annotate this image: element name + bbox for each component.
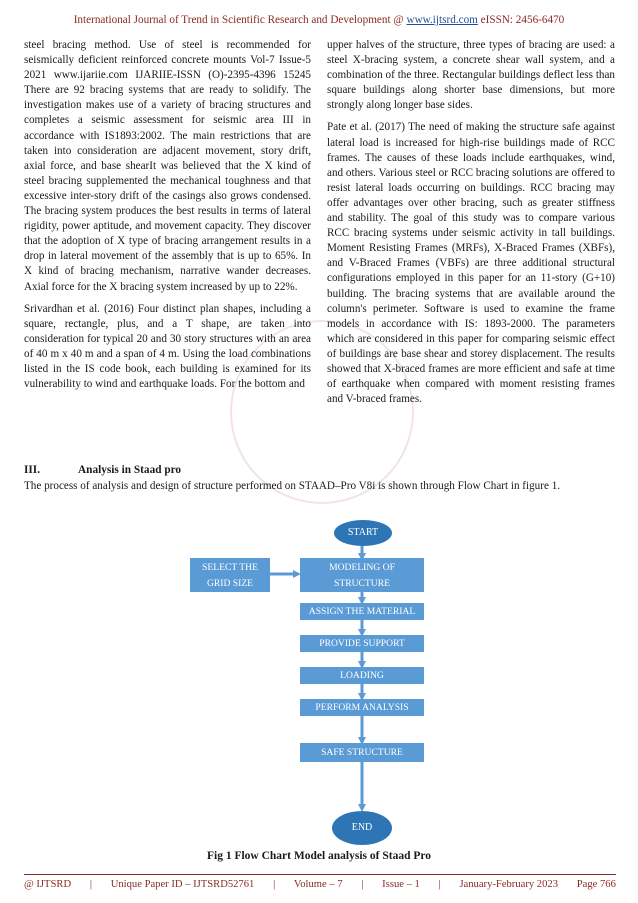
section-intro: The process of analysis and design of structure performed on STAAD–Pro V8i is shown through Flow Chart in figure 1. — [24, 480, 561, 492]
flow-loading-box: LOADING — [300, 667, 424, 684]
right-paragraph-2: Pate et al. (2017) The need of making the structure safe against lateral load is increased for high-rise buildings made of RCC frames. The causes of these loads include earthquakes, wind, and others. Various steel or RCC bracing solutions are offered to resist lateral loads occurring on buildings. RCC bracing may offer advantages over other bracing, such as greater stiffness and stability. The goal of this study was to compare various RCC bracing systems under seismic activity in tall buildings. Moment Resisting Frames (MRFs), X-Braced Frames (XBFs), and V-Braced Frames (VBFs) are three additional structural configurations employed in this paper for an 11-story (G+10) building. The bracing systems that are available around the column's perimeter. Software is used to examine the frame models in accordance with IS: 1893-2000. The parameters which are considered in this paper for comparing seismic effect of buildings are base shear and storey displacement. The results showed that X-braced frames are more efficient and safe at time of earthquake when compared with moment resisting frames and V-braced frames. — [327, 121, 615, 406]
flow-safe-box: SAFE STRUCTURE — [300, 743, 424, 762]
page-footer — [24, 879, 616, 890]
figure-caption: Fig 1 Flow Chart Model analysis of Staad Pro — [206, 850, 432, 862]
footer-divider — [24, 874, 616, 875]
flow-analysis-box: PERFORM ANALYSIS — [300, 699, 424, 716]
footer-sep-4: | — [438, 879, 441, 890]
section-title: Analysis in Staad pro — [78, 464, 182, 476]
page-header — [0, 14, 638, 26]
section-number: III. — [24, 464, 41, 476]
grid-size-line-1: SELECT THE — [202, 562, 258, 573]
header-suffix: eISSN: 2456-6470 — [477, 14, 565, 26]
flow-grid-size-box — [190, 558, 270, 592]
footer-volume: Volume – 7 — [293, 879, 343, 890]
flow-end-node: END — [332, 811, 392, 845]
footer-paper-id: Unique Paper ID – IJTSRD52761 — [110, 879, 255, 890]
section-heading — [24, 464, 181, 476]
flow-support-box: PROVIDE SUPPORT — [300, 635, 424, 652]
journal-url-link[interactable]: www.ijtsrd.com — [406, 14, 478, 26]
right-column — [327, 38, 615, 414]
left-column — [24, 38, 311, 399]
footer-sep-1: | — [89, 879, 92, 890]
left-paragraph-1: steel bracing method. Use of steel is recommended for seismically deficient reinforced concrete mounts Vol-7 Issue-5 2021 www.ijariie.com IJARIIE-ISSN (O)-2395-4396 15245 There are 92 bracing systems that are ready to solidify. The investigation makes use of a variety of bracing structures and completes a seismic assessment for seismic area III in accordance with IS1893:2002. The main restrictions that are taken into consideration are adjacent movement, story drift, axial force, and base shearIt was believed that the X kind of steel bracing supplemented the mechanical toughness and that excessive inter-story drift of the casings also grows condensed. The bracing system produces the best results in terms of lateral rigidity, power aptitude, and movement capacity. They discover that the adoption of X type of bracing arrangement results in a drop in lateral movement of the assembly that is up to 65%. In X kind of bracing mechanism, narrative wander decreases. Axial force for the X bracing system increased by up to 22%. — [24, 39, 311, 293]
footer-issue: Issue – 1 — [382, 879, 420, 890]
flow-modeling-box — [300, 558, 424, 592]
footer-date: January-February 2023 — [459, 879, 558, 890]
grid-size-line-2: GRID SIZE — [206, 578, 254, 589]
modeling-line-1: MODELING OF — [329, 562, 395, 573]
left-paragraph-2: Srivardhan et al. (2016) Four distinct plan shapes, including a square, rectangle, plus, and a T shape, are taken into consideration for typical 20 and 30 story structures with an area of 40 m x 40 m and a span of 4 m. Using the load combinations listed in the IS code book, each building is examined for its vulnerability to wind and earthquake loads. For the bottom and — [24, 302, 311, 391]
footer-sep-3: | — [361, 879, 364, 890]
footer-sep-2: | — [273, 879, 276, 890]
modeling-line-2: STRUCTURE — [334, 578, 390, 589]
flow-material-box: ASSIGN THE MATERIAL — [300, 603, 424, 620]
footer-journal: @ IJTSRD — [24, 879, 72, 890]
right-paragraph-1: upper halves of the structure, three types of bracing are used: a steel X-bracing system, a concrete shear wall system, and a combination of the three. Rectangular buildings deflect less than square buildings along shorter base dimensions, but more strongly along longer base sides. — [327, 39, 615, 112]
flow-start-node: START — [334, 520, 392, 546]
header-prefix: International Journal of Trend in Scientific Research and Development @ — [73, 14, 407, 26]
footer-page: Page 766 — [576, 879, 616, 890]
